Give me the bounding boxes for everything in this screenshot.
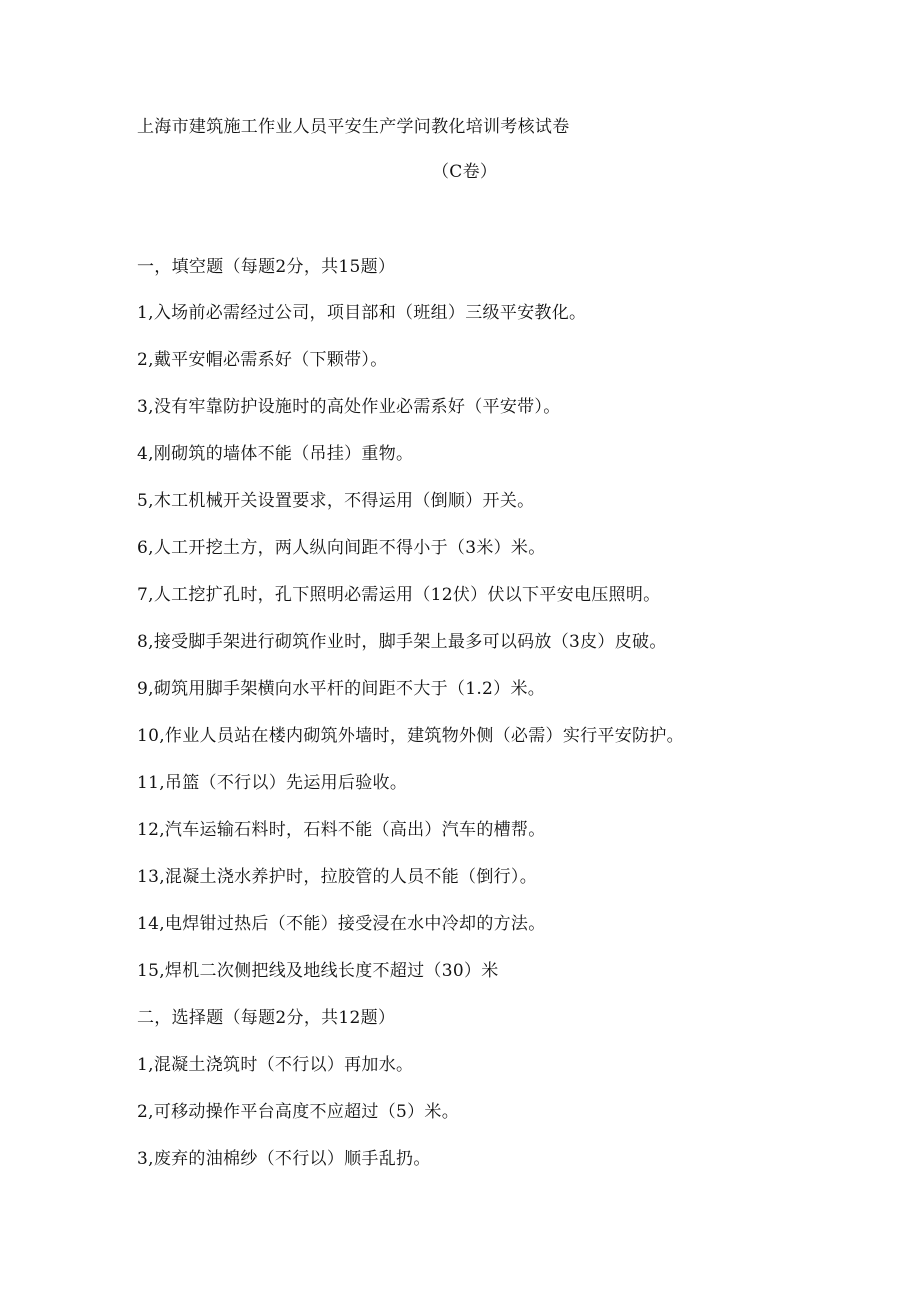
question-item: 11,吊篮（不行以）先运用后验收。 [137,773,408,793]
question-item: 1,混凝土浇筑时（不行以）再加水。 [137,1055,414,1075]
question-item: 6,人工开挖土方，两人纵向间距不得小于（3米）米。 [137,538,546,558]
question-item: 3,没有牢靠防护设施时的高处作业必需系好（平安带）。 [137,397,561,417]
question-item: 3,废弃的油棉纱（不行以）顺手乱扔。 [137,1149,431,1169]
question-item: 9,砌筑用脚手架横向水平杆的间距不大于（1.2）米。 [137,679,546,699]
question-item: 2,可移动操作平台高度不应超过（5）米。 [137,1102,460,1122]
question-item: 8,接受脚手架进行砌筑作业时，脚手架上最多可以码放（3皮）皮破。 [137,632,667,652]
question-item: 5,木工机械开关设置要求，不得运用（倒顺）开关。 [137,491,535,511]
document-subtitle: （C卷） [432,162,498,182]
question-item: 14,电焊钳过热后（不能）接受浸在水中冷却的方法。 [137,914,546,934]
section-heading-fill-in: 一，填空题（每题2分，共15题） [137,257,396,277]
question-item: 1,入场前必需经过公司，项目部和（班组）三级平安教化。 [137,303,587,323]
question-item: 13,混凝土浇水养护时，拉胶管的人员不能（倒行）。 [137,867,538,887]
document-title: 上海市建筑施工作业人员平安生产学问教化培训考核试卷 [137,117,570,137]
question-item: 12,汽车运输石料时，石料不能（高出）汽车的槽帮。 [137,820,546,840]
section-heading-multiple-choice: 二，选择题（每题2分，共12题） [137,1008,396,1028]
question-item: 7,人工挖扩孔时，孔下照明必需运用（12伏）伏以下平安电压照明。 [137,585,661,605]
question-item: 15,焊机二次侧把线及地线长度不超过（30）米 [137,961,499,981]
question-item: 2,戴平安帽必需系好（下颗带）。 [137,350,388,370]
question-item: 4,刚砌筑的墙体不能（吊挂）重物。 [137,444,414,464]
question-item: 10,作业人员站在楼内砌筑外墙时，建筑物外侧（必需）实行平安防护。 [137,726,684,746]
